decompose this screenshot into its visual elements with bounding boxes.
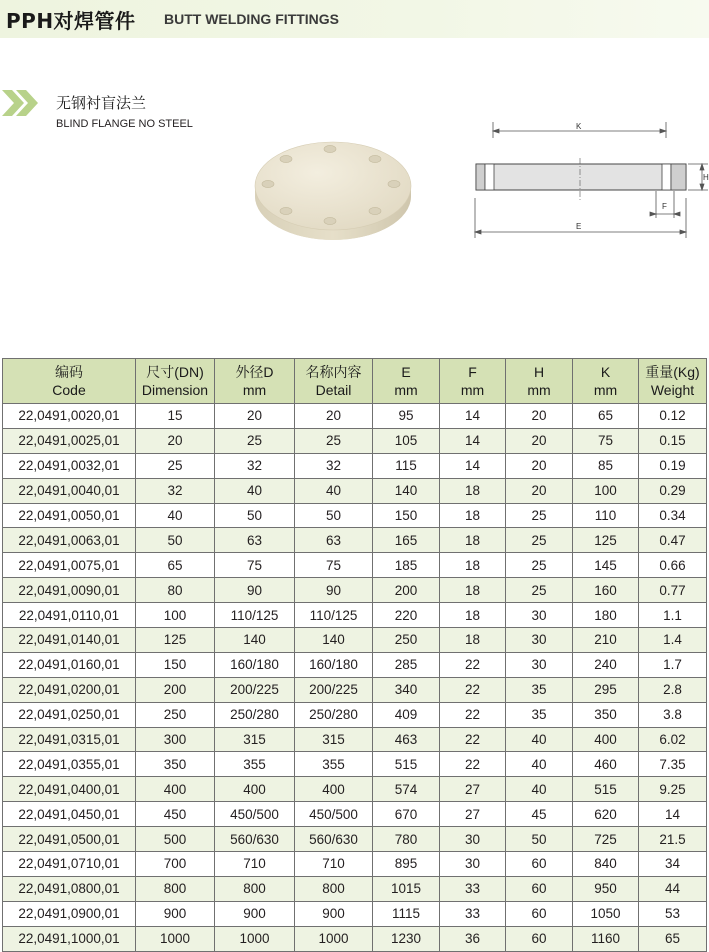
- table-cell: 350: [136, 752, 215, 777]
- table-cell: 95: [373, 404, 440, 429]
- specification-table: [2, 358, 707, 952]
- table-cell: 400: [136, 777, 215, 802]
- table-body: [3, 404, 707, 952]
- table-cell: 22,0491,0140,01: [3, 628, 136, 653]
- table-cell: 560/630: [295, 827, 373, 852]
- table-row: [3, 478, 707, 503]
- table-cell: 40: [506, 777, 573, 802]
- table-cell: 670: [373, 802, 440, 827]
- table-cell: 1000: [215, 926, 295, 951]
- column-header: [573, 359, 639, 404]
- table-cell: 185: [373, 553, 440, 578]
- dimension-label-k: K: [576, 122, 582, 131]
- table-cell: 22,0491,0063,01: [3, 528, 136, 553]
- table-cell: 1.1: [639, 603, 707, 628]
- header-bar: [0, 0, 709, 38]
- table-cell: 18: [440, 578, 506, 603]
- page-title: PPH对焊管件: [6, 9, 136, 33]
- table-cell: 14: [440, 428, 506, 453]
- table-cell: 65: [639, 926, 707, 951]
- table-cell: 27: [440, 777, 506, 802]
- column-header-en: mm: [394, 382, 418, 398]
- table-cell: 30: [440, 827, 506, 852]
- table-cell: 90: [295, 578, 373, 603]
- table-cell: 75: [215, 553, 295, 578]
- table-cell: 900: [136, 901, 215, 926]
- table-cell: 22,0491,0160,01: [3, 652, 136, 677]
- table-cell: 574: [373, 777, 440, 802]
- table-cell: 25: [506, 553, 573, 578]
- table-cell: 355: [295, 752, 373, 777]
- table-cell: 145: [573, 553, 639, 578]
- table-cell: 32: [295, 453, 373, 478]
- column-header: [639, 359, 707, 404]
- table-cell: 0.15: [639, 428, 707, 453]
- table-cell: 1115: [373, 901, 440, 926]
- double-chevron-icon: [0, 88, 44, 118]
- table-cell: 250/280: [295, 702, 373, 727]
- table-cell: 160: [573, 578, 639, 603]
- table-row: [3, 901, 707, 926]
- table-cell: 22,0491,0400,01: [3, 777, 136, 802]
- table-cell: 160/180: [295, 652, 373, 677]
- table-cell: 7.35: [639, 752, 707, 777]
- column-header-en: Detail: [315, 382, 352, 398]
- table-cell: 22,0491,0710,01: [3, 852, 136, 877]
- table-cell: 22,0491,0900,01: [3, 901, 136, 926]
- table-row: [3, 603, 707, 628]
- table-cell: 22,0491,0500,01: [3, 827, 136, 852]
- table-row: [3, 852, 707, 877]
- table-cell: 620: [573, 802, 639, 827]
- table-cell: 6.02: [639, 727, 707, 752]
- table-cell: 105: [373, 428, 440, 453]
- table-cell: 200: [373, 578, 440, 603]
- table-cell: 400: [215, 777, 295, 802]
- table-row: [3, 876, 707, 901]
- table-cell: 35: [506, 702, 573, 727]
- column-header-en: Dimension: [141, 382, 209, 398]
- table-cell: 14: [639, 802, 707, 827]
- table-cell: 30: [506, 628, 573, 653]
- table-cell: 200: [136, 677, 215, 702]
- dimension-label-e: E: [576, 222, 582, 231]
- table-cell: 220: [373, 603, 440, 628]
- table-cell: 75: [573, 428, 639, 453]
- table-cell: 295: [573, 677, 639, 702]
- table-cell: 355: [215, 752, 295, 777]
- column-header: [373, 359, 440, 404]
- table-cell: 25: [295, 428, 373, 453]
- table-cell: 40: [136, 503, 215, 528]
- table-cell: 21.5: [639, 827, 707, 852]
- table-cell: 22,0491,0200,01: [3, 677, 136, 702]
- table-cell: 45: [506, 802, 573, 827]
- table-cell: 140: [215, 628, 295, 653]
- table-row: [3, 802, 707, 827]
- table-cell: 400: [295, 777, 373, 802]
- blind-flange-illustration: [248, 138, 418, 248]
- table-cell: 160/180: [215, 652, 295, 677]
- table-cell: 1.4: [639, 628, 707, 653]
- table-cell: 60: [506, 852, 573, 877]
- dimension-label-f: F: [662, 202, 667, 211]
- table-cell: 900: [295, 901, 373, 926]
- column-header-cn: K: [600, 364, 611, 380]
- table-cell: 450/500: [295, 802, 373, 827]
- table-cell: 710: [215, 852, 295, 877]
- table-cell: 18: [440, 553, 506, 578]
- table-cell: 22,0491,0800,01: [3, 876, 136, 901]
- table-cell: 340: [373, 677, 440, 702]
- table-cell: 63: [215, 528, 295, 553]
- table-cell: 210: [573, 628, 639, 653]
- table-cell: 22,0491,0032,01: [3, 453, 136, 478]
- table-cell: 60: [506, 901, 573, 926]
- column-header-cn: F: [468, 364, 477, 380]
- table-cell: 100: [136, 603, 215, 628]
- table-row: [3, 677, 707, 702]
- table-cell: 200/225: [295, 677, 373, 702]
- table-cell: 75: [295, 553, 373, 578]
- table-cell: 409: [373, 702, 440, 727]
- column-header-en: mm: [460, 382, 485, 398]
- table-cell: 463: [373, 727, 440, 752]
- table-cell: 22: [440, 652, 506, 677]
- table-cell: 150: [136, 652, 215, 677]
- table-cell: 0.12: [639, 404, 707, 429]
- column-header-en: mm: [527, 382, 551, 398]
- table-cell: 1230: [373, 926, 440, 951]
- table-cell: 22,0491,0250,01: [3, 702, 136, 727]
- table-cell: 110/125: [215, 603, 295, 628]
- table-cell: 515: [373, 752, 440, 777]
- table-cell: 22,0491,0025,01: [3, 428, 136, 453]
- column-header-cn: E: [401, 364, 411, 380]
- table-cell: 1160: [573, 926, 639, 951]
- table-cell: 315: [295, 727, 373, 752]
- table-cell: 22: [440, 702, 506, 727]
- table-cell: 450/500: [215, 802, 295, 827]
- table-cell: 140: [373, 478, 440, 503]
- table-cell: 20: [506, 404, 573, 429]
- table-cell: 30: [506, 652, 573, 677]
- table-cell: 18: [440, 503, 506, 528]
- column-header: [3, 359, 136, 404]
- table-row: [3, 752, 707, 777]
- table-cell: 140: [295, 628, 373, 653]
- table-cell: 25: [506, 578, 573, 603]
- table-cell: 725: [573, 827, 639, 852]
- table-cell: 110/125: [295, 603, 373, 628]
- table-cell: 22: [440, 727, 506, 752]
- table-cell: 1.7: [639, 652, 707, 677]
- table-cell: 1000: [295, 926, 373, 951]
- table-cell: 1000: [136, 926, 215, 951]
- table-cell: 53: [639, 901, 707, 926]
- table-cell: 20: [506, 478, 573, 503]
- table-cell: 90: [215, 578, 295, 603]
- column-header-en: mm: [593, 382, 618, 398]
- page-subtitle: BUTT WELDING FITTINGS: [164, 11, 339, 27]
- table-cell: 165: [373, 528, 440, 553]
- table-cell: 180: [573, 603, 639, 628]
- table-row: [3, 702, 707, 727]
- table-cell: 65: [136, 553, 215, 578]
- table-cell: 0.66: [639, 553, 707, 578]
- table-header-row: [3, 359, 707, 404]
- table-cell: 20: [215, 404, 295, 429]
- column-header: [440, 359, 506, 404]
- table-cell: 800: [215, 876, 295, 901]
- table-cell: 515: [573, 777, 639, 802]
- column-header: [295, 359, 373, 404]
- table-cell: 950: [573, 876, 639, 901]
- column-header-cn: 编码: [55, 364, 83, 380]
- column-header-cn: 尺寸(DN): [146, 364, 204, 380]
- table-cell: 9.25: [639, 777, 707, 802]
- table-cell: 840: [573, 852, 639, 877]
- table-cell: 18: [440, 478, 506, 503]
- table-cell: 110: [573, 503, 639, 528]
- table-cell: 800: [295, 876, 373, 901]
- column-header: [136, 359, 215, 404]
- section-title-cn: 无钢衬盲法兰: [56, 94, 147, 112]
- table-cell: 85: [573, 453, 639, 478]
- column-header-cn: 名称内容: [305, 364, 362, 380]
- table-cell: 20: [506, 428, 573, 453]
- table-cell: 250: [373, 628, 440, 653]
- table-cell: 125: [573, 528, 639, 553]
- table-cell: 33: [440, 876, 506, 901]
- column-header-cn: 外径D: [235, 364, 274, 380]
- table-cell: 1015: [373, 876, 440, 901]
- table-cell: 710: [295, 852, 373, 877]
- table-cell: 22,0491,0020,01: [3, 404, 136, 429]
- table-cell: 0.77: [639, 578, 707, 603]
- table-row: [3, 428, 707, 453]
- table-cell: 34: [639, 852, 707, 877]
- table-cell: 32: [215, 453, 295, 478]
- table-cell: 250: [136, 702, 215, 727]
- table-row: [3, 528, 707, 553]
- table-cell: 15: [136, 404, 215, 429]
- table-cell: 22: [440, 752, 506, 777]
- table-cell: 14: [440, 404, 506, 429]
- table-cell: 22,0491,0110,01: [3, 603, 136, 628]
- table-row: [3, 404, 707, 429]
- table-row: [3, 553, 707, 578]
- table-row: [3, 503, 707, 528]
- table-cell: 63: [295, 528, 373, 553]
- table-cell: 18: [440, 628, 506, 653]
- table-cell: 22,0491,0050,01: [3, 503, 136, 528]
- dimension-label-h: H: [703, 173, 709, 182]
- section-title-en: BLIND FLANGE NO STEEL: [56, 118, 193, 130]
- table-row: [3, 453, 707, 478]
- table-cell: 27: [440, 802, 506, 827]
- table-cell: 36: [440, 926, 506, 951]
- table-cell: 32: [136, 478, 215, 503]
- table-cell: 20: [136, 428, 215, 453]
- table-cell: 20: [506, 453, 573, 478]
- table-cell: 40: [295, 478, 373, 503]
- table-cell: 240: [573, 652, 639, 677]
- table-cell: 20: [295, 404, 373, 429]
- table-row: [3, 578, 707, 603]
- table-cell: 200/225: [215, 677, 295, 702]
- table-row: [3, 827, 707, 852]
- table-cell: 60: [506, 926, 573, 951]
- table-cell: 60: [506, 876, 573, 901]
- table-row: [3, 628, 707, 653]
- table-cell: 40: [506, 752, 573, 777]
- table-cell: 125: [136, 628, 215, 653]
- table-cell: 0.19: [639, 453, 707, 478]
- table-cell: 44: [639, 876, 707, 901]
- table-cell: 18: [440, 603, 506, 628]
- table-cell: 100: [573, 478, 639, 503]
- table-cell: 0.47: [639, 528, 707, 553]
- table-cell: 450: [136, 802, 215, 827]
- table-cell: 33: [440, 901, 506, 926]
- table-cell: 65: [573, 404, 639, 429]
- table-cell: 300: [136, 727, 215, 752]
- table-cell: 22,0491,1000,01: [3, 926, 136, 951]
- table-cell: 50: [215, 503, 295, 528]
- table-cell: 350: [573, 702, 639, 727]
- table-cell: 22: [440, 677, 506, 702]
- table-cell: 0.29: [639, 478, 707, 503]
- table-cell: 800: [136, 876, 215, 901]
- table-cell: 50: [136, 528, 215, 553]
- table-cell: 14: [440, 453, 506, 478]
- table-cell: 25: [215, 428, 295, 453]
- table-cell: 315: [215, 727, 295, 752]
- column-header-en: Code: [52, 382, 86, 398]
- table-cell: 30: [506, 603, 573, 628]
- column-header-en: mm: [242, 382, 267, 398]
- table-cell: 22,0491,0075,01: [3, 553, 136, 578]
- table-cell: 22,0491,0450,01: [3, 802, 136, 827]
- table-cell: 22,0491,0315,01: [3, 727, 136, 752]
- table-cell: 80: [136, 578, 215, 603]
- table-cell: 25: [136, 453, 215, 478]
- table-cell: 18: [440, 528, 506, 553]
- table-cell: 780: [373, 827, 440, 852]
- table-row: [3, 926, 707, 951]
- table-cell: 22,0491,0355,01: [3, 752, 136, 777]
- table-cell: 560/630: [215, 827, 295, 852]
- table-cell: 500: [136, 827, 215, 852]
- table-cell: 460: [573, 752, 639, 777]
- table-cell: 285: [373, 652, 440, 677]
- table-cell: 0.34: [639, 503, 707, 528]
- column-header-en: Weight: [650, 382, 695, 398]
- table-cell: 115: [373, 453, 440, 478]
- table-cell: 3.8: [639, 702, 707, 727]
- table-cell: 40: [215, 478, 295, 503]
- table-cell: 150: [373, 503, 440, 528]
- column-header-cn: 重量(Kg): [645, 364, 700, 380]
- table-row: [3, 652, 707, 677]
- table-cell: 1050: [573, 901, 639, 926]
- table-row: [3, 727, 707, 752]
- table-cell: 50: [295, 503, 373, 528]
- table-cell: 25: [506, 528, 573, 553]
- column-header-cn: H: [533, 364, 545, 380]
- table-cell: 250/280: [215, 702, 295, 727]
- table-row: [3, 777, 707, 802]
- table-cell: 25: [506, 503, 573, 528]
- table-cell: 35: [506, 677, 573, 702]
- table-cell: 700: [136, 852, 215, 877]
- table-cell: 40: [506, 727, 573, 752]
- table-cell: 2.8: [639, 677, 707, 702]
- table-cell: 30: [440, 852, 506, 877]
- table-cell: 900: [215, 901, 295, 926]
- column-header: [215, 359, 295, 404]
- table-cell: 22,0491,0090,01: [3, 578, 136, 603]
- column-header: [506, 359, 573, 404]
- table-cell: 22,0491,0040,01: [3, 478, 136, 503]
- specification-table-wrapper: [2, 358, 707, 952]
- table-cell: 895: [373, 852, 440, 877]
- table-cell: 400: [573, 727, 639, 752]
- flange-cross-section-drawing: [470, 118, 709, 243]
- table-cell: 50: [506, 827, 573, 852]
